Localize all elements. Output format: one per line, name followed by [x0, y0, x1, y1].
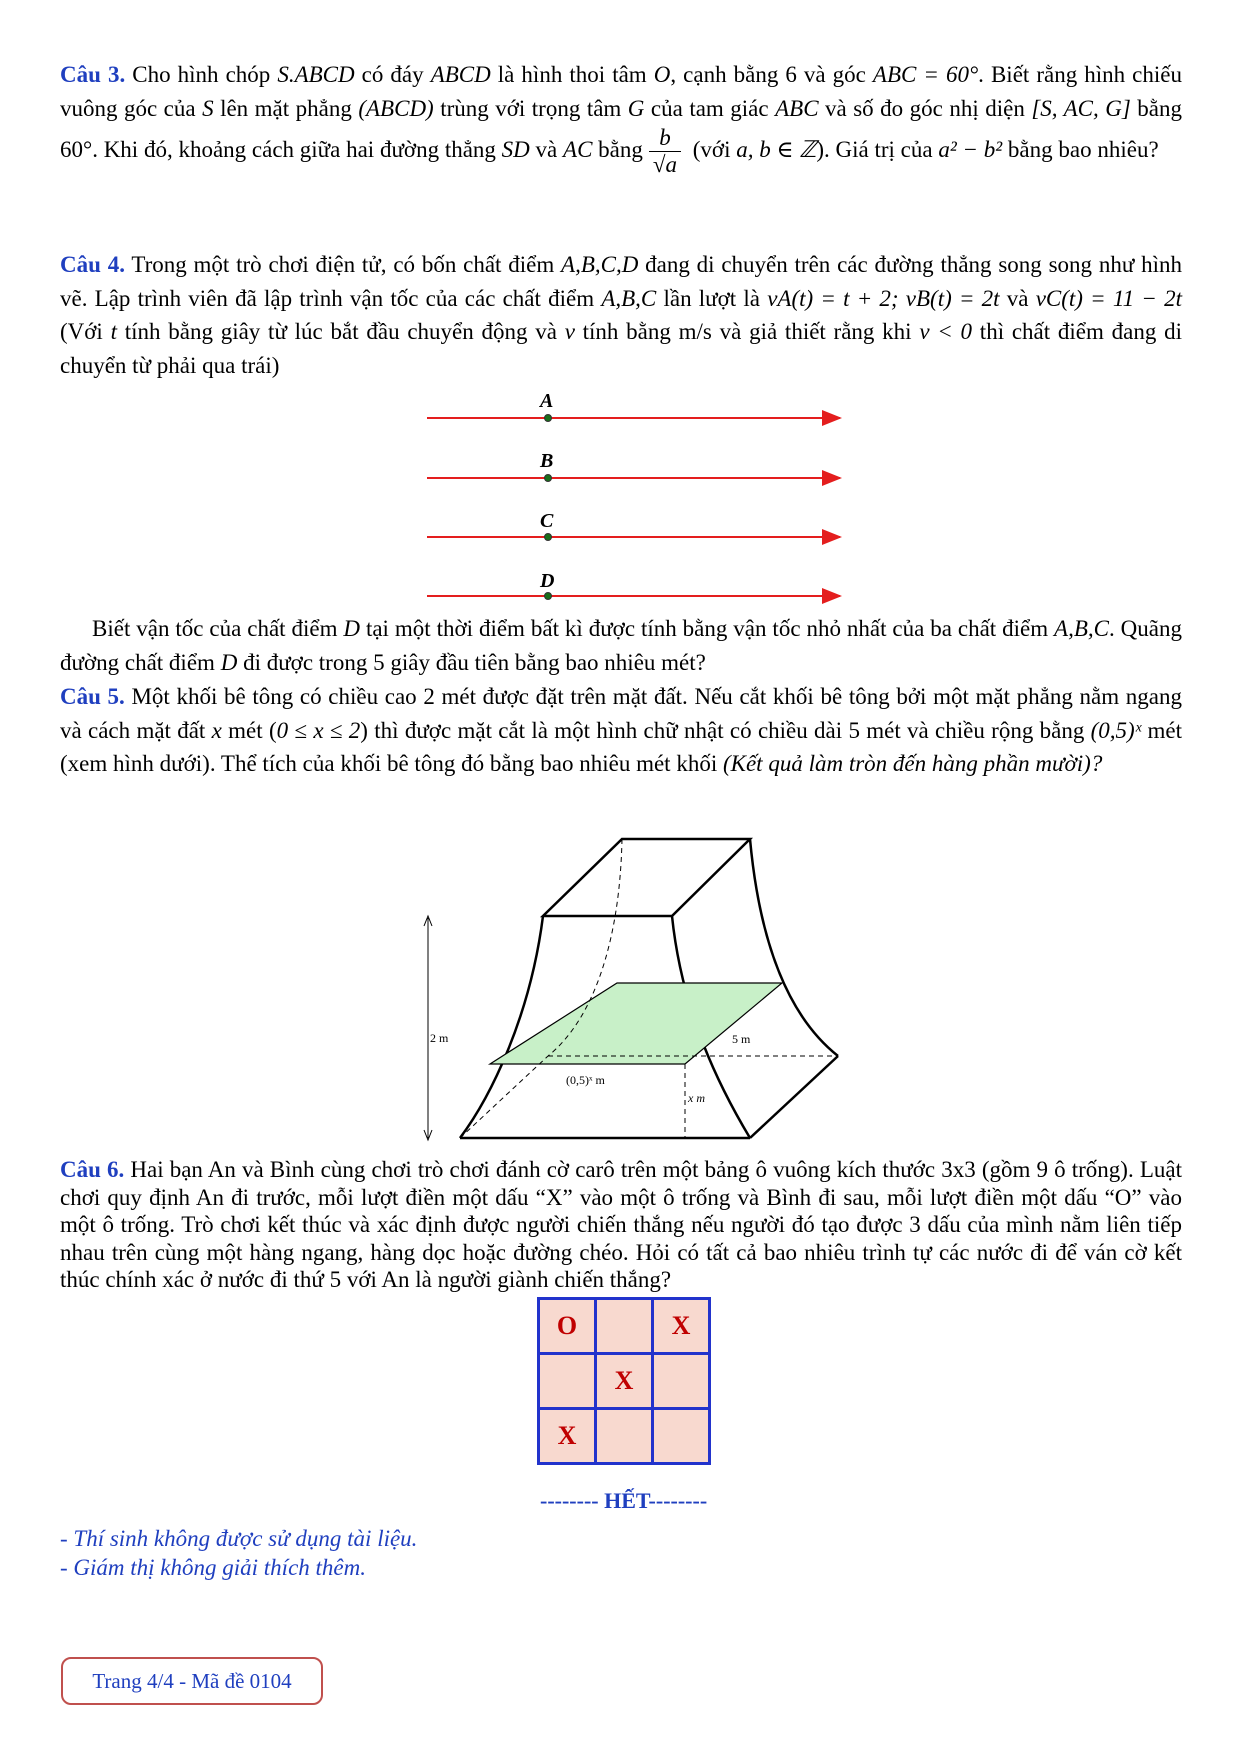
point-b-label: B	[540, 450, 554, 472]
fig-length-label: 5 m	[732, 1032, 751, 1046]
board-cell	[596, 1299, 653, 1354]
board-cell	[653, 1409, 710, 1464]
board-cell: O	[539, 1299, 596, 1354]
line-d	[427, 570, 840, 600]
board-cell	[539, 1354, 596, 1409]
line-b	[427, 450, 840, 482]
tic-tac-toe-board	[537, 1297, 711, 1465]
fig-width-label: (0,5)ˣ m	[566, 1073, 605, 1087]
question-3-label: Câu 3.	[60, 62, 126, 87]
question-3: Câu 3. Cho hình chóp S.ABCD có đáy ABCD là hình thoi tâm O, cạnh bằng 6 và góc ABC = 60°. Biết rằng hình chiếu vuông góc của S lên mặt phẳng (ABCD) trùng với trọng tâm G của tam giác ABC và số đo góc nhị diện [S, AC, G] bằng 60°. Khi đó, khoảng cách giữa hai đường thẳng SD và AC bằng $\frac{b}{√a}$ (với a, b ∈ ℤ). Giá trị của a² − b² bằng bao nhiêu?	[60, 62, 1182, 177]
line-c	[427, 510, 840, 541]
board-cell: X	[539, 1409, 596, 1464]
concrete-block-figure	[420, 828, 860, 1150]
cross-section	[490, 983, 782, 1064]
question-5-label: Câu 5.	[60, 684, 125, 709]
fig-height-label: 2 m	[430, 1031, 449, 1045]
point-d-label: D	[540, 570, 555, 592]
board-cell: X	[596, 1354, 653, 1409]
point-c-label: C	[540, 510, 554, 532]
page-footer: Trang 4/4 - Mã đề 0104	[61, 1657, 323, 1705]
point-a-label: A	[540, 390, 554, 412]
question-4: Câu 4. Trong một trò chơi điện tử, có bốn chất điểm A,B,C,D đang di chuyển trên các đường thẳng song song như hình vẽ. Lập trình viên đã lập trình vận tốc của các chất điểm A,B,C lần lượt là vA(t) = t + 2; vB(t) = 2t và vC(t) = 11 − 2t (Với t tính bằng giây từ lúc bắt đầu chuyển động và v tính bằng m/s và giả thiết rằng khi v < 0 thì chất điểm đang di chuyển từ phải qua trái)	[60, 252, 1183, 378]
end-marker: -------- HẾT--------	[540, 1488, 708, 1513]
question-4-label: Câu 4.	[60, 252, 125, 277]
board-cell	[653, 1354, 710, 1409]
question-4-part-2: Biết vận tốc của chất điểm D tại một thời điểm bất kì được tính bằng vận tốc nhỏ nhất của ba chất điểm A,B,C. Quãng đường chất điểm D đi được trong 5 giây đầu tiên bằng bao nhiêu mét?	[60, 616, 1182, 675]
question-6: Câu 6. Hai bạn An và Bình cùng chơi trò chơi đánh cờ carô trên một bảng ô vuông kích thước 3x3 (gồm 9 ô trống). Luật chơi quy định An đi trước, mỗi lượt điền một dấu “X” vào một ô trống và Bình đi sau, mỗi lượt điền một dấu “O” vào một ô trống. Trò chơi kết thúc và xác định được người chiến thắng nếu người đó tạo được 3 dấu của mình nằm liên tiếp nhau trên cùng một hàng ngang, hàng dọc hoặc đường chéo. Hỏi có tất cả bao nhiêu trình tự các nước đi để ván cờ kết thúc chính xác ở nước đi thứ 5 với An là người giành chiến thắng?	[60, 1157, 1182, 1292]
board-cell: X	[653, 1299, 710, 1354]
line-a	[427, 390, 840, 422]
question-6-label: Câu 6.	[60, 1157, 125, 1182]
note-2: - Giám thị không giải thích thêm.	[60, 1555, 366, 1580]
parallel-lines-figure	[0, 0, 1241, 620]
question-5: Câu 5. Một khối bê tông có chiều cao 2 mét được đặt trên mặt đất. Nếu cắt khối bê tông bởi một mặt phẳng nằm ngang và cách mặt đất x mét (0 ≤ x ≤ 2) thì được mặt cắt là một hình chữ nhật có chiều dài 5 mét và chiều rộng bằng (0,5)ˣ mét (xem hình dưới). Thể tích của khối bê tông đó bằng bao nhiêu mét khối (Kết quả làm tròn đến hàng phần mười)?	[60, 684, 1182, 776]
note-1: - Thí sinh không được sử dụng tài liệu.	[60, 1526, 418, 1551]
fraction-b-over-sqrt-a: $\frac{b}{√a}$	[649, 125, 681, 178]
board-cell	[596, 1409, 653, 1464]
fig-x-label: x m	[688, 1091, 705, 1105]
